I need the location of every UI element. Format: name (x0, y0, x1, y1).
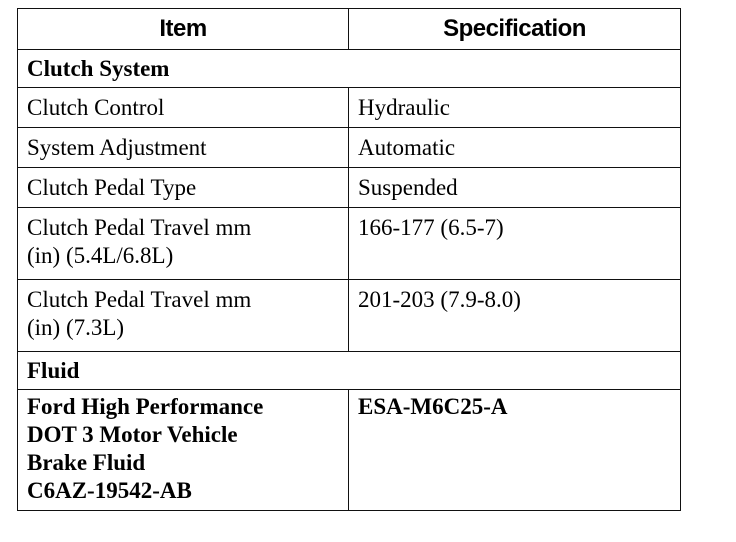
spec-cell: Automatic (349, 128, 681, 168)
spec-cell: Hydraulic (349, 88, 681, 128)
specification-table (17, 8, 681, 511)
item-cell (18, 390, 349, 511)
item-line: (in) (5.4L/6.8L) (27, 243, 174, 268)
item-line: Clutch Pedal Travel mm (27, 287, 252, 312)
section-row-clutch-system (18, 50, 681, 88)
item-cell (18, 280, 349, 352)
section-title-clutch-system: Clutch System (18, 50, 681, 88)
item-cell: System Adjustment (18, 128, 349, 168)
item-line: C6AZ-19542-AB (27, 478, 192, 503)
table-row-pedal-travel-54-68 (18, 208, 681, 280)
item-line: (in) (7.3L) (27, 315, 125, 340)
header-row (18, 9, 681, 50)
spec-cell: 201-203 (7.9-8.0) (349, 280, 681, 352)
spec-cell: Suspended (349, 168, 681, 208)
section-row-fluid (18, 352, 681, 390)
table-row-system-adjustment (18, 128, 681, 168)
header-item: Item (18, 9, 349, 50)
section-title-fluid: Fluid (18, 352, 681, 390)
table-row-clutch-control (18, 88, 681, 128)
item-cell: Clutch Control (18, 88, 349, 128)
table-row-fluid-spec (18, 390, 681, 511)
item-line: Brake Fluid (27, 450, 146, 475)
spec-cell: ESA-M6C25-A (349, 390, 681, 511)
item-cell (18, 208, 349, 280)
table-row-pedal-type (18, 168, 681, 208)
header-specification: Specification (349, 9, 681, 50)
table-row-pedal-travel-73 (18, 280, 681, 352)
item-line: Clutch Pedal Travel mm (27, 215, 252, 240)
spec-cell: 166-177 (6.5-7) (349, 208, 681, 280)
item-line: DOT 3 Motor Vehicle (27, 422, 238, 447)
item-cell: Clutch Pedal Type (18, 168, 349, 208)
item-line: Ford High Performance (27, 394, 264, 419)
